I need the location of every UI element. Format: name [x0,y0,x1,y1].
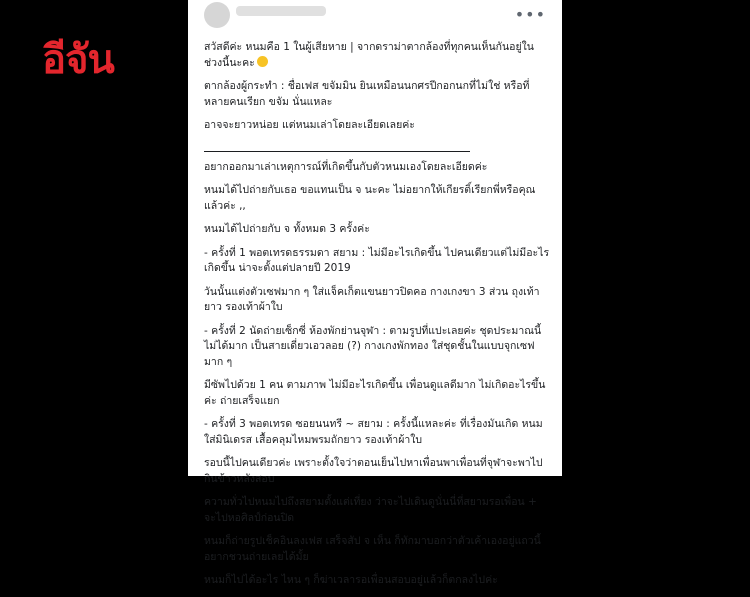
post-paragraph: รอบนี้ไปคนเดียวค่ะ เพราะตั้งใจว่าตอนเย็นไปหาเพื่อนพาเพื่อนที่จุฬาจะพาไปกินข้าวหลังสอบ [204,457,543,485]
author-name-blurred[interactable] [236,6,326,16]
post-paragraph: - ครั้งที่ 1 พอตเทรดธรรมดา สยาม : ไม่มีอะไรเกิดขึ้น ไปคนเดียวแต่ไม่มีอะไรเกิดขึ้น น่าจะตั้งแต่ปลายปี 2019 [204,246,550,274]
sad-face-icon [257,56,268,67]
post-paragraph: หนมก็ไปได้อะไร ไหน ๆ ก็ฆ่าเวลารอเพื่อนสอบอยู่แล้วก็ตกลงไปค่ะ [204,574,498,586]
post-paragraph: - ครั้งที่ 2 นัดถ่ายเซ็กซี่ ห้องพักย่านจุฬา : ตามรูปที่แปะเลยค่ะ ชุดประมาณนี้ไม่ได้มาก เป็นสายเดี่ยวเอวลอย (?) กางเกงพักทอง ใส่ชุดชั้นในแบบจุกเซฟมาก ๆ [204,324,542,368]
avatar[interactable] [204,2,230,28]
post-paragraph: อยากออกมาเล่าเหตุการณ์ที่เกิดขึ้นกับตัวหนมเองโดยละเอียดค่ะ [204,160,488,173]
post-paragraph: มีซัพไปด้วย 1 คน ตามภาพ ไม่มีอะไรเกิดขึ้น เพื่อนดูแลดีมาก ไม่เกิดอะไรขึ้นค่ะ ถ่ายเสร็จแยก [204,379,546,407]
post-body [204,40,550,597]
post-paragraph: ตากล้องผู้กระทำ : ชื่อเฟส ขจัมมิน ยินเหมือนนกศรปีกอกนกที่ไม่ใช่ หรือที่หลายคนเรียก ขจัม นั่นแหละ [204,80,530,108]
post-paragraph: ความทั่วไปหนมไปถึงสยามตั้งแต่เที่ยง ว่าจะไปเดินดูนั่นนี่ที่สยามรอเพื่อน + จะไปหอศิลป์ก่อนปิด [204,496,537,524]
post-paragraph: หนมก็ถ่ายรูปเช็คอินลงเฟส เสร็จสัป จ เห็น ก็ทักมาบอกว่าตัวเค้าเองอยู่แถวนี้อยากชวนถ่ายเลยได้มั้ย [204,535,541,563]
post-paragraph: สวัสดีค่ะ หนมคือ 1 ในผู้เสียหาย | จากดราม่าตากล้องที่ทุกคนเห็นกันอยู่ในช่วงนี้นะคะ [204,41,534,69]
more-horizontal-icon[interactable]: ••• [514,5,546,24]
post-header [188,0,562,36]
post-paragraph: หนมได้ไปถ่ายกับ จ ทั้งหมด 3 ครั้งค่ะ [204,223,370,235]
facebook-post-card [188,0,562,586]
post-paragraph: - ครั้งที่ 3 พอตเทรด ซอยนนทรี ~ สยาม : ครั้งนี้แหละค่ะ ที่เรื่องมันเกิด หนมใส่มินิเดรส เสื้อคลุมไหมพรมถักยาว รองเท้าผ้าใบ [204,418,543,446]
post-paragraph: อาจจะยาวหน่อย แต่หนมเล่าโดยละเอียดเลยค่ะ [204,119,415,131]
divider [204,142,550,156]
post-paragraph: หนมได้ไปถ่ายกับเธอ ขอแทนเป็น จ นะคะ ไม่อยากให้เกียรติ์เรียกพี่หรือคุณแล้วค่ะ ,, [204,184,536,212]
post-paragraph: วันนั้นแต่งตัวเซฟมาก ๆ ใส่แจ็คเก็ตแขนยาวปิดคอ กางเกงขา 3 ส่วน ถุงเท้ายาว รองเท้าผ้าใบ [204,285,540,313]
watermark-logo: อีจัน [42,37,114,83]
